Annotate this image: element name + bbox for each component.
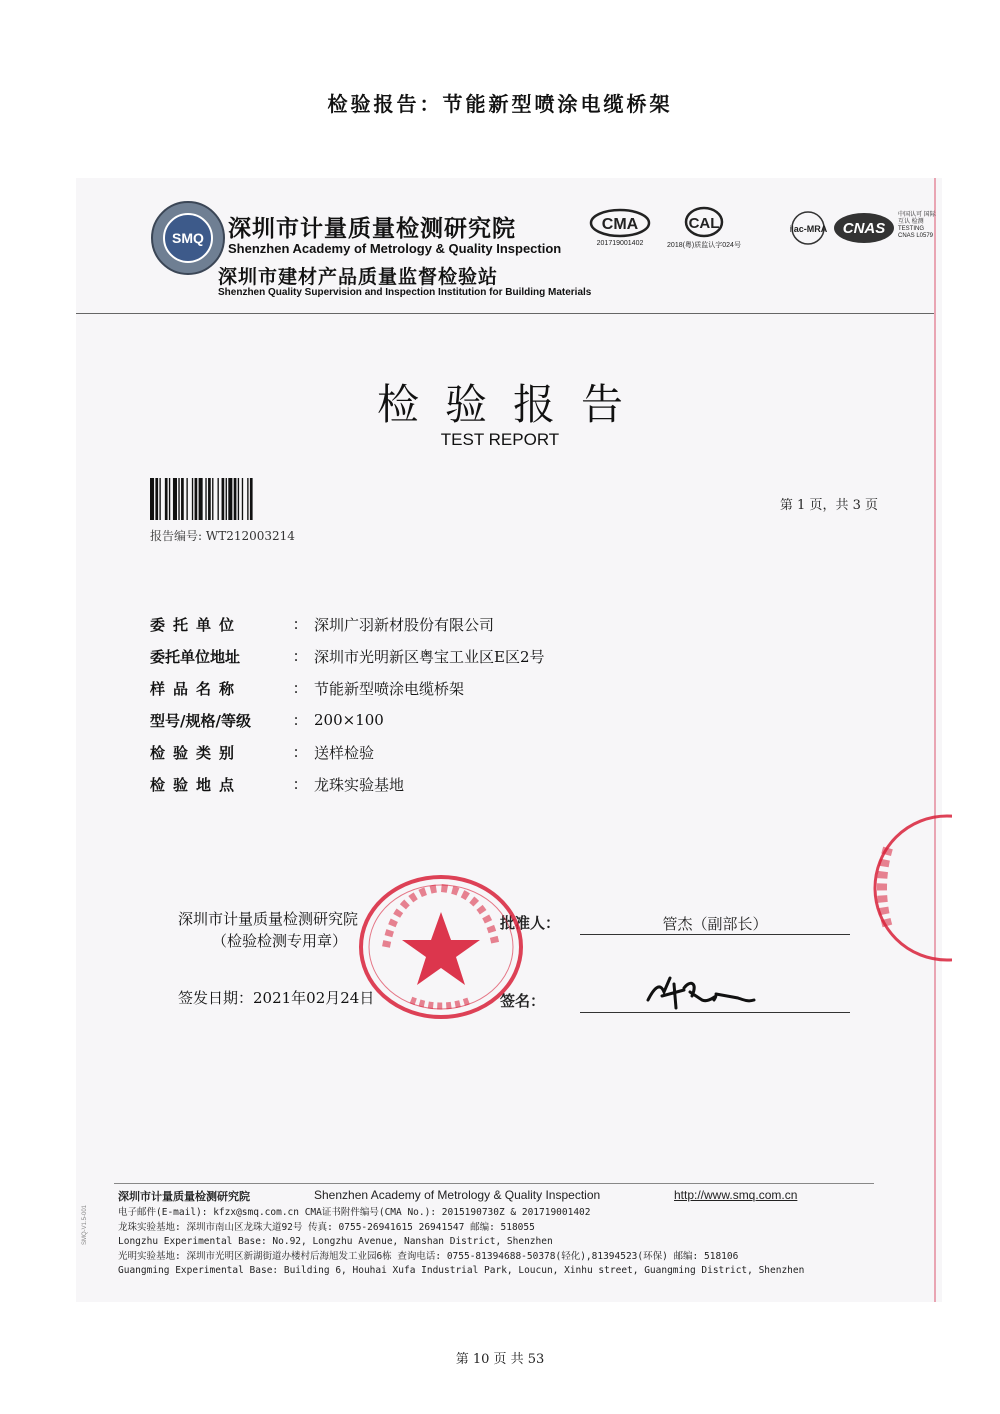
field-label: 委托单位地址 (150, 647, 241, 666)
field-label: 样品名称 (150, 679, 243, 698)
barcode-bar (169, 478, 170, 520)
station-name-cn: 深圳市建材产品质量监督检验站 (218, 266, 499, 288)
barcode-bar (155, 478, 158, 520)
report-footer (118, 1188, 878, 1279)
barcode-bar (228, 478, 232, 520)
field-value: 送样检验 (314, 743, 375, 762)
field-colon: : (293, 743, 299, 761)
barcode-bar (159, 478, 160, 520)
field-colon: : (293, 647, 299, 665)
approver-label: 批准人： (500, 914, 561, 932)
svg-text:CAL: CAL (688, 215, 720, 232)
field-value: 节能新型喷涂电缆桥架 (314, 679, 465, 698)
field-row (150, 640, 750, 672)
signoff-seal-note: （检验检测专用章） (212, 932, 348, 950)
barcode-bar (186, 478, 187, 520)
barcode-bar (247, 478, 248, 520)
barcode-bar (150, 478, 154, 520)
footer-institute-cn: 深圳市计量质量检测研究院 (118, 1190, 250, 1203)
field-row (150, 768, 750, 800)
page-number-footer: 第 10 页 共 53 (455, 1352, 545, 1367)
signoff-institute: 深圳市计量质量检测研究院 (178, 910, 359, 928)
barcode-bar (165, 478, 168, 520)
side-seal-icon (862, 808, 952, 968)
barcode-bar (173, 478, 177, 520)
cal-logo (665, 206, 743, 250)
footer-line: Guangming Experimental Base: Building 6, Houhai Xufa Industrial Park, Loucun, Xinhu street, Guangming District, Shenzhen (118, 1265, 805, 1276)
barcode-bar (238, 478, 239, 520)
footer-line: Longzhu Experimental Base: No.92, Longzhu Avenue, Nanshan District, Shenzhen (118, 1236, 553, 1247)
svg-text:CMA: CMA (601, 216, 639, 233)
field-value: 深圳广羽新材股份有限公司 (314, 615, 495, 634)
field-colon: : (293, 711, 299, 729)
cma-logo (580, 208, 660, 247)
sign-label: 签名： (500, 992, 546, 1010)
barcode-icon (150, 478, 334, 520)
approver-name: 管杰（副部长） (662, 915, 768, 933)
svg-text:ilac-MRA: ilac-MRA (790, 224, 828, 234)
field-value: 深圳市光明新区粤宝工业区E区2号 (314, 647, 545, 666)
official-seal-icon (356, 872, 526, 1022)
report-number: 报告编号: WT212003214 (150, 529, 295, 543)
barcode-bar (205, 478, 206, 520)
approver-line (580, 934, 850, 935)
report-fields (150, 608, 750, 800)
field-value: 龙珠实验基地 (314, 775, 405, 794)
barcode-bar (208, 478, 211, 520)
barcode-bar (218, 478, 219, 520)
cma-mark-icon (589, 208, 651, 238)
issue-date: 签发日期：2021年02月24日 (178, 989, 375, 1007)
field-label: 型号/规格/等级 (150, 711, 251, 730)
field-value: 200×100 (314, 711, 384, 729)
barcode-bar (250, 478, 253, 520)
barcode-bar (212, 478, 213, 520)
barcode-bar (192, 478, 193, 520)
page-indicator: 第 1 页，共 3 页 (779, 498, 878, 513)
field-colon: : (293, 615, 299, 633)
form-code: SMQ-V1.5-001 (82, 1204, 88, 1245)
smq-logo-icon (150, 200, 226, 276)
barcode-bar (226, 478, 227, 520)
footer-url-link[interactable]: http://www.smq.com.cn (674, 1188, 798, 1202)
sheet-edge-line (934, 178, 936, 1302)
field-colon: : (293, 775, 299, 793)
report-title-en: TEST REPORT (440, 430, 560, 449)
smq-logo-text: SMQ (172, 230, 204, 246)
barcode-bar (181, 478, 184, 520)
svg-text:CNAS: CNAS (842, 220, 886, 237)
cnas-text: 中国认可 国际互认 检测 TESTING CNAS L0579 (898, 212, 936, 239)
field-label: 检验地点 (150, 775, 243, 794)
field-label: 委托单位 (150, 615, 243, 634)
field-row (150, 672, 750, 704)
barcode-bar (222, 478, 225, 520)
field-colon: : (293, 679, 299, 697)
cma-code: 201719001402 (596, 240, 644, 247)
station-name-en: Shenzhen Quality Supervision and Inspection Institution for Building Materials (218, 287, 592, 298)
cal-code: 2018(粤)质监认字024号 (667, 242, 741, 249)
signature-icon (640, 970, 760, 1014)
institute-name-en: Shenzhen Academy of Metrology & Quality Inspection (228, 241, 562, 256)
field-label: 检验类别 (150, 743, 243, 762)
field-row (150, 704, 750, 736)
barcode-bar (178, 478, 179, 520)
footer-line: 龙珠实验基地: 深圳市南山区龙珠大道92号 传真: 0755-26941615 26941547 邮编: 518055 (118, 1221, 535, 1233)
footer-header (118, 1188, 878, 1206)
barcode-bar (234, 478, 237, 520)
barcode-bar (199, 478, 203, 520)
footer-line: 电子邮件(E-mail): kfzx@smq.com.cn CMA证书附件编号(CMA No.): 2015190730Z & 201719001402 (118, 1207, 591, 1218)
field-row (150, 608, 750, 640)
footer-institute-en: Shenzhen Academy of Metrology & Quality Inspection (314, 1188, 601, 1202)
barcode-bar (242, 478, 243, 520)
field-row (150, 736, 750, 768)
barcode-bar (195, 478, 198, 520)
cal-mark-icon (684, 206, 724, 238)
report-title-cn: 检验报告 (376, 380, 649, 429)
footer-line: 光明实验基地: 深圳市光明区新湖街道办楼村后海旭发工业园6栋 查询电话: 0755-81394688-50378(轻化),81394523(环保) 邮编: 518106 (118, 1250, 739, 1262)
header-divider (76, 313, 934, 314)
page-title: 检验报告：节能新型喷涂电缆桥架 (327, 92, 673, 116)
ilac-cnas-logo (790, 210, 940, 248)
institute-name-cn: 深圳市计量质量检测研究院 (228, 216, 516, 242)
footer-divider (114, 1183, 874, 1184)
